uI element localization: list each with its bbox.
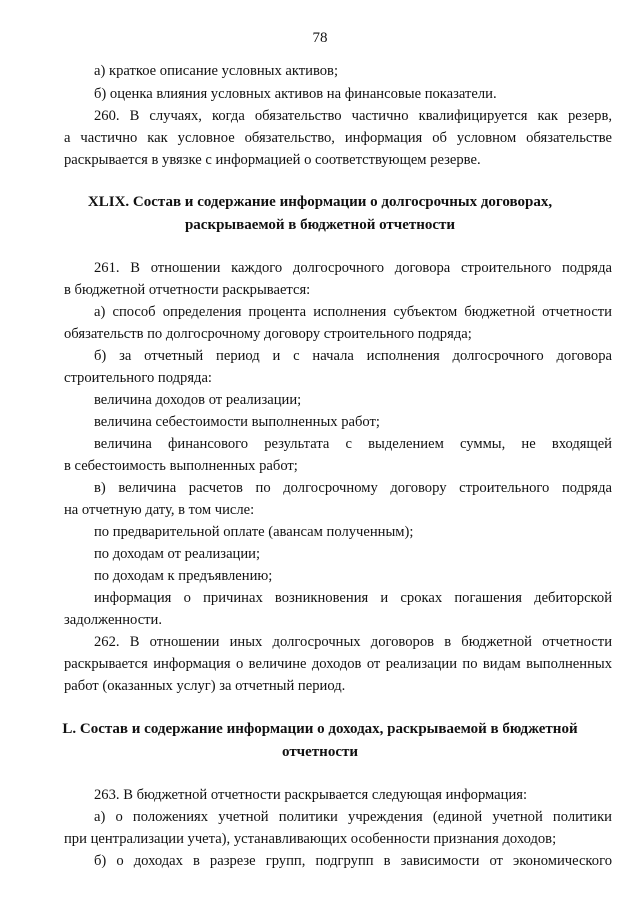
text-line: б) о доходах в разрезе групп, подгрупп в зависимости от экономического	[94, 853, 612, 869]
text-line: а) краткое описание условных активов;	[94, 63, 338, 79]
text-line: в) величина расчетов по долгосрочному договору строительного подряда	[94, 480, 612, 496]
text-line: задолженности.	[64, 612, 163, 628]
text-line: обязательств по долгосрочному договору строительного подряда;	[64, 326, 472, 342]
section-heading: отчетности	[282, 744, 358, 760]
text-line: в себестоимость выполненных работ;	[64, 458, 298, 474]
section-heading: XLIX. Состав и содержание информации о долгосрочных договорах,	[87, 194, 553, 210]
page-number: 78	[312, 30, 328, 46]
text-line: на отчетную дату, в том числе:	[64, 502, 255, 518]
text-line: раскрывается информация о величине доходов от реализации по видам выполненных	[64, 656, 612, 672]
text-line: работ (оказанных услуг) за отчетный период.	[64, 678, 346, 694]
text-line: величина себестоимости выполненных работ;	[94, 414, 380, 430]
text-line: а частично как условное обязательство, информация об условном обязательстве	[64, 130, 612, 146]
text-line: по доходам к предъявлению;	[94, 568, 273, 584]
text-line: 260. В случаях, когда обязательство частично квалифицируется как резерв,	[94, 108, 612, 124]
text-line: величина доходов от реализации;	[94, 392, 302, 408]
text-line: раскрывается в увязке с информацией о соответствующем резерве.	[64, 152, 481, 168]
text-line: по доходам от реализации;	[94, 546, 261, 562]
text-line: строительного подряда:	[64, 370, 212, 386]
text-line: б) оценка влияния условных активов на финансовые показатели.	[94, 86, 497, 102]
text-line: 262. В отношении иных долгосрочных договоров в бюджетной отчетности	[94, 634, 612, 650]
section-heading: раскрываемой в бюджетной отчетности	[184, 217, 456, 233]
text-line: при централизации учета), устанавливающих особенности признания доходов;	[64, 831, 557, 847]
text-line: по предварительной оплате (авансам полученным);	[94, 524, 414, 540]
text-line: а) способ определения процента исполнения субъектом бюджетной отчетности	[94, 304, 612, 320]
text-line: информация о причинах возникновения и сроках погашения дебиторской	[94, 590, 612, 606]
text-line: 263. В бюджетной отчетности раскрывается следующая информация:	[94, 787, 528, 803]
section-heading: L. Состав и содержание информации о доходах, раскрываемой в бюджетной	[62, 721, 578, 737]
text-line: 261. В отношении каждого долгосрочного договора строительного подряда	[94, 260, 612, 276]
text-line: величина финансового результата с выделением суммы, не входящей	[94, 436, 612, 452]
text-line: б) за отчетный период и с начала исполнения долгосрочного договора	[94, 348, 612, 364]
text-line: а) о положениях учетной политики учреждения (единой учетной политики	[94, 809, 612, 825]
text-line: в бюджетной отчетности раскрывается:	[64, 282, 311, 298]
